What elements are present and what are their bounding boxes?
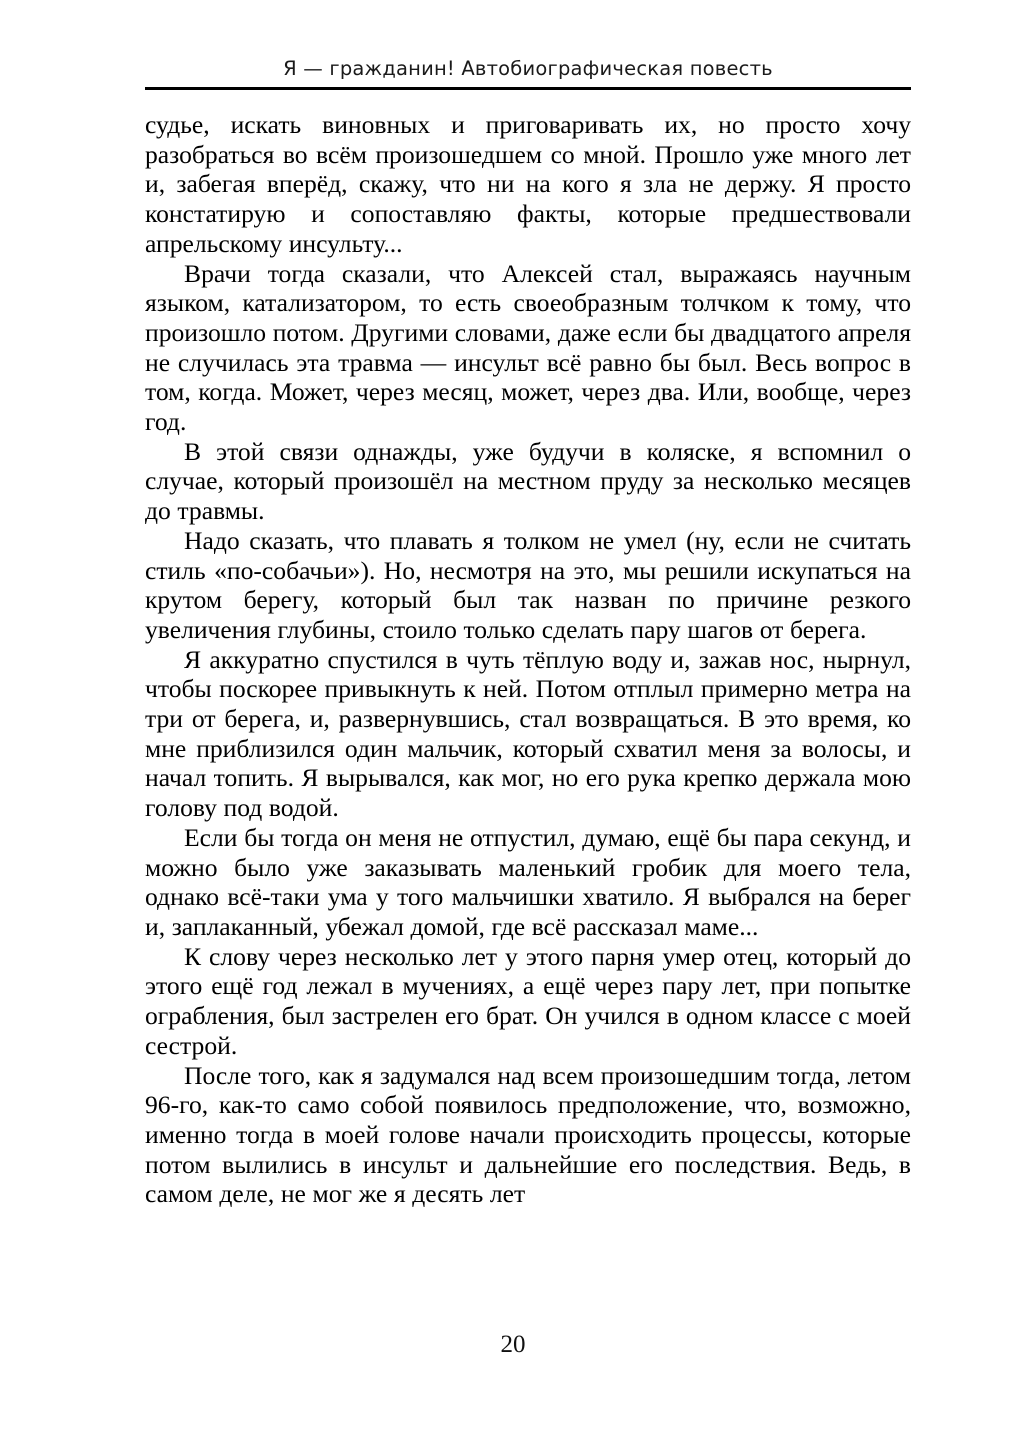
body-paragraph: Если бы тогда он меня не отпустил, думаю, ещё бы пара секунд, и можно было уже заказывать маленький гробик для моего тела, однако всё-таки ума у того мальчишки хватило. Я выбрался на берег и, заплаканный, убежал домой, где всё рассказал маме... — [145, 822, 911, 941]
body-paragraph: К слову через несколько лет у этого парня умер отец, который до этого ещё год лежал в мучениях, а ещё через пару лет, при попытке ограбления, был застрелен его брат. Он учился в одном классе с моей сестрой. — [145, 941, 911, 1060]
body-paragraph: Надо сказать, что плавать я толком не умел (ну, если не считать стиль «по-собачьи»). Но, несмотря на это, мы решили искупаться на крутом берегу, который был так назван по причине резкого увеличения глубины, стоило только сделать пару шагов от берега. — [145, 525, 911, 644]
body-text-column — [145, 110, 911, 1209]
running-header-title: Я — гражданин! Автобиографическая повесть — [283, 57, 773, 80]
body-paragraph: В этой связи однажды, уже будучи в коляске, я вспомнил о случае, который произошёл на местном пруду за несколько месяцев до травмы. — [145, 436, 911, 526]
page-number: 20 — [500, 1331, 526, 1358]
body-paragraph: Я аккуратно спустился в чуть тёплую воду и, зажав нос, нырнул, чтобы поскорее привыкнуть к ней. Потом отплыл примерно метра на три от берега, и, развернувшись, стал возвращаться. В это время, ко мне приблизился один мальчик, который схватил меня за волосы, и начал топить. Я вырывался, как мог, но его рука крепко держала мою голову под водой. — [145, 644, 911, 823]
running-header — [145, 58, 911, 90]
body-paragraph: судье, искать виновных и приговаривать их, но просто хочу разобраться во всём произошедшем со мной. Прошло уже много лет и, забегая вперёд, скажу, что ни на кого я зла не держу. Я просто констатирую и сопоставляю факты, которые предшествовали апрельскому инсульту... — [145, 110, 911, 258]
body-paragraph: После того, как я задумался над всем произошедшим тогда, летом 96-го, как-то само собой появилось предположение, что, возможно, именно тогда в моей голове начали происходить процессы, которые потом вылились в инсульт и дальнейшие его последствия. Ведь, в самом деле, не мог же я десять лет — [145, 1060, 911, 1209]
body-paragraph: Врачи тогда сказали, что Алексей стал, выражаясь научным языком, катализатором, то есть своеобразным толчком к тому, что произошло потом. Другими словами, даже если бы двадцатого апреля не случилась эта травма — инсульт всё равно бы был. Весь вопрос в том, когда. Может, через месяц, может, через два. Или, вообще, через год. — [145, 258, 911, 437]
header-divider-rule — [145, 87, 911, 90]
